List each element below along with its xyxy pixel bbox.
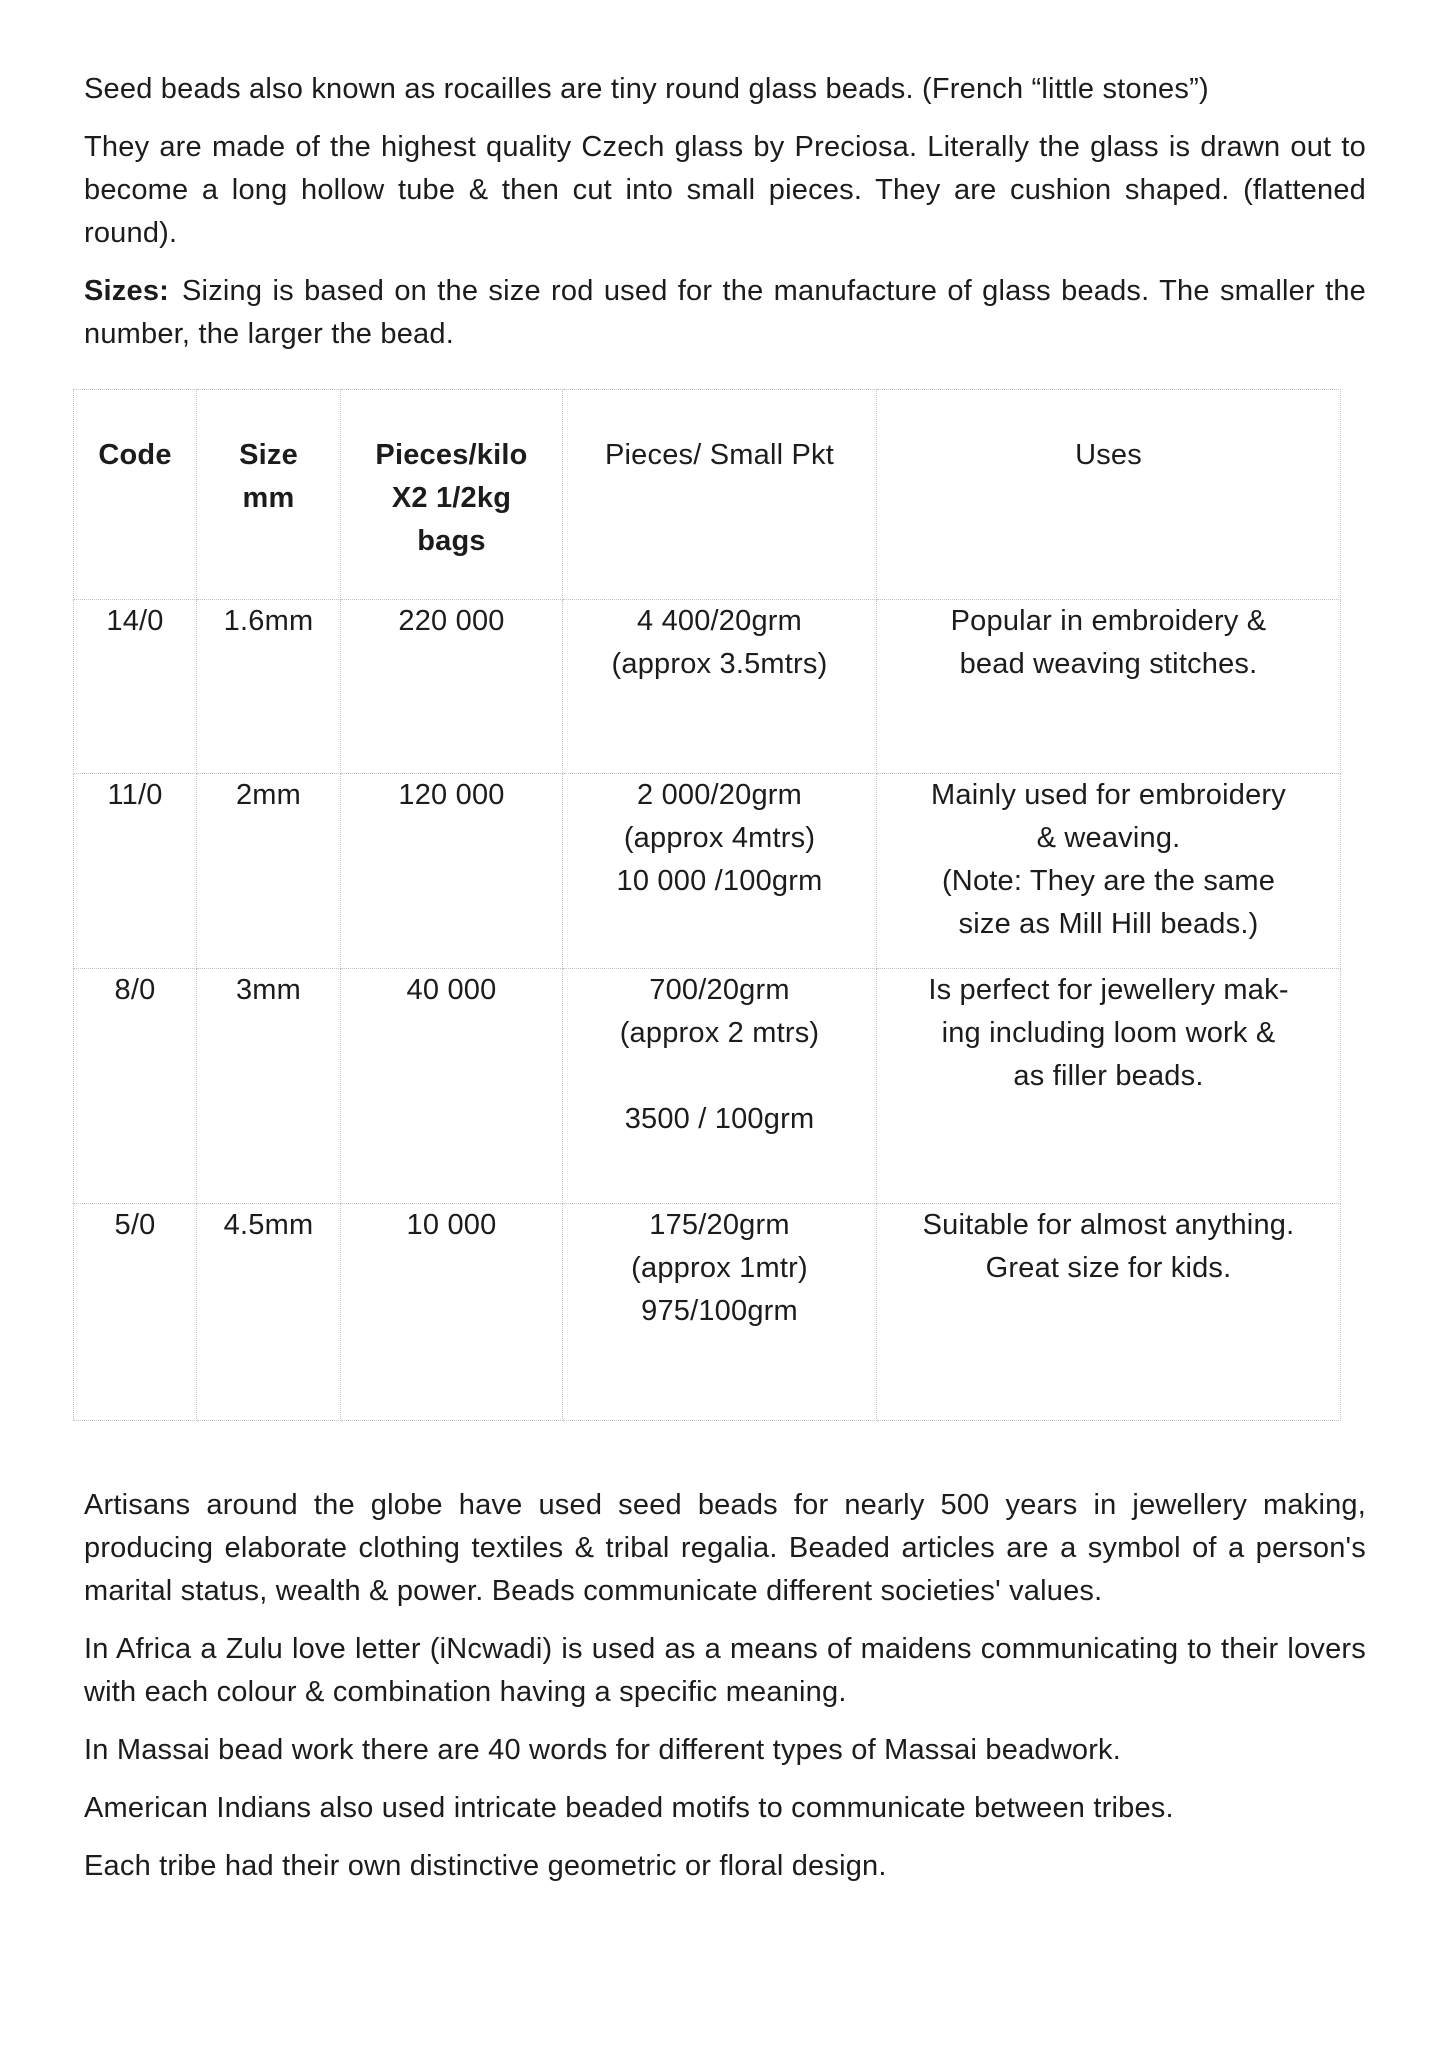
intro-paragraph-2: They are made of the highest quality Czech glass by Preciosa. Literally the glass is drawn out to become a long hollow tube & then cut into small pieces. They are cushion shaped. (flattened round). bbox=[84, 131, 1366, 249]
table-row bbox=[74, 600, 1341, 774]
cell-line: Popular in embroidery & bbox=[950, 605, 1267, 637]
footer-paragraph-each-tribe: Each tribe had their own distinctive geometric or floral design. bbox=[84, 1850, 887, 1882]
cell-line: Mainly used for embroidery bbox=[931, 779, 1286, 811]
table-header-row bbox=[74, 390, 1341, 600]
footer-paragraph-zulu: In Africa a Zulu love letter (iNcwadi) is used as a means of maidens communicating to their lovers with each colour & combination having a specific meaning. bbox=[84, 1633, 1366, 1708]
cell-line: 10 000 /100grm bbox=[616, 865, 823, 897]
cell-line: (Note: They are the same bbox=[941, 865, 1276, 897]
sizes-paragraph bbox=[84, 270, 1366, 356]
bead-size-table bbox=[73, 389, 1341, 1421]
header-line: Pieces/kilo bbox=[375, 439, 528, 471]
header-cell-code: Code bbox=[74, 390, 197, 600]
header-line: X2 1/2kg bbox=[391, 482, 512, 514]
spacer bbox=[563, 1055, 876, 1098]
cell-line: 3500 / 100grm bbox=[624, 1103, 815, 1135]
table-cell-size: 1.6mm bbox=[197, 600, 341, 774]
table-cell-code: 11/0 bbox=[74, 774, 197, 969]
footer-text-block bbox=[84, 1484, 1366, 1888]
cell-line: (approx 3.5mtrs) bbox=[611, 648, 828, 680]
table-cell-size: 4.5mm bbox=[197, 1204, 341, 1421]
table-cell-small-pkt bbox=[563, 774, 877, 969]
footer-paragraph-american-indians: American Indians also used intricate beaded motifs to communicate between tribes. bbox=[84, 1792, 1174, 1824]
header-cell-uses: Uses bbox=[877, 390, 1341, 600]
sizes-text: Sizing is based on the size rod used for the manufacture of glass beads. The smaller the number, the larger the bead. bbox=[84, 275, 1366, 350]
table-cell-pieces-kilo: 120 000 bbox=[341, 774, 563, 969]
table-cell-code: 8/0 bbox=[74, 969, 197, 1204]
table-cell-code: 5/0 bbox=[74, 1204, 197, 1421]
cell-line: 4 400/20grm bbox=[636, 605, 803, 637]
cell-line: (approx 2 mtrs) bbox=[619, 1017, 820, 1049]
table-row bbox=[74, 774, 1341, 969]
footer-paragraph-artisans: Artisans around the globe have used seed beads for nearly 500 years in jewellery making, producing elaborate clothing textiles & tribal regalia. Beaded articles are a symbol of a person's marital status, wealth & power. Beads communicate different societies' values. bbox=[84, 1489, 1366, 1607]
table-cell-size: 2mm bbox=[197, 774, 341, 969]
table-cell-uses bbox=[877, 600, 1341, 774]
table-cell-uses bbox=[877, 969, 1341, 1204]
table-cell-pieces-kilo: 220 000 bbox=[341, 600, 563, 774]
intro-paragraph-1: Seed beads also known as rocailles are tiny round glass beads. (French “little stones”) bbox=[84, 73, 1209, 105]
table-cell-size: 3mm bbox=[197, 969, 341, 1204]
table-cell-pieces-kilo: 10 000 bbox=[341, 1204, 563, 1421]
table-cell-code: 14/0 bbox=[74, 600, 197, 774]
cell-line: 2 000/20grm bbox=[636, 779, 803, 811]
table-cell-small-pkt bbox=[563, 1204, 877, 1421]
cell-line: & weaving. bbox=[1036, 822, 1181, 854]
cell-line: Great size for kids. bbox=[985, 1252, 1232, 1284]
cell-line: ing including loom work & bbox=[941, 1017, 1276, 1049]
cell-line: Is perfect for jewellery mak- bbox=[928, 974, 1289, 1006]
cell-line: 700/20grm bbox=[649, 974, 790, 1006]
cell-line: 175/20grm bbox=[649, 1209, 790, 1241]
table-cell-small-pkt bbox=[563, 969, 877, 1204]
cell-line: Suitable for almost anything. bbox=[922, 1209, 1295, 1241]
table-cell-uses bbox=[877, 1204, 1341, 1421]
cell-line: as filler beads. bbox=[1013, 1060, 1204, 1092]
header-cell-small-pkt: Pieces/ Small Pkt bbox=[563, 390, 877, 600]
cell-line: 975/100grm bbox=[641, 1295, 798, 1327]
header-line: Size bbox=[239, 439, 298, 471]
table-row bbox=[74, 1204, 1341, 1421]
table-cell-pieces-kilo: 40 000 bbox=[341, 969, 563, 1204]
header-cell-size bbox=[197, 390, 341, 600]
header-line: mm bbox=[242, 482, 295, 514]
header-cell-pieces-kilo bbox=[341, 390, 563, 600]
table-cell-small-pkt bbox=[563, 600, 877, 774]
cell-line: (approx 4mtrs) bbox=[623, 822, 816, 854]
cell-line: bead weaving stitches. bbox=[959, 648, 1258, 680]
header-line: bags bbox=[417, 525, 486, 557]
sizes-label: Sizes: bbox=[84, 275, 170, 307]
table-cell-uses bbox=[877, 774, 1341, 969]
footer-paragraph-massai: In Massai bead work there are 40 words for different types of Massai beadwork. bbox=[84, 1734, 1122, 1766]
cell-line: size as Mill Hill beads.) bbox=[958, 908, 1259, 940]
cell-line: (approx 1mtr) bbox=[631, 1252, 808, 1284]
table-row bbox=[74, 969, 1341, 1204]
